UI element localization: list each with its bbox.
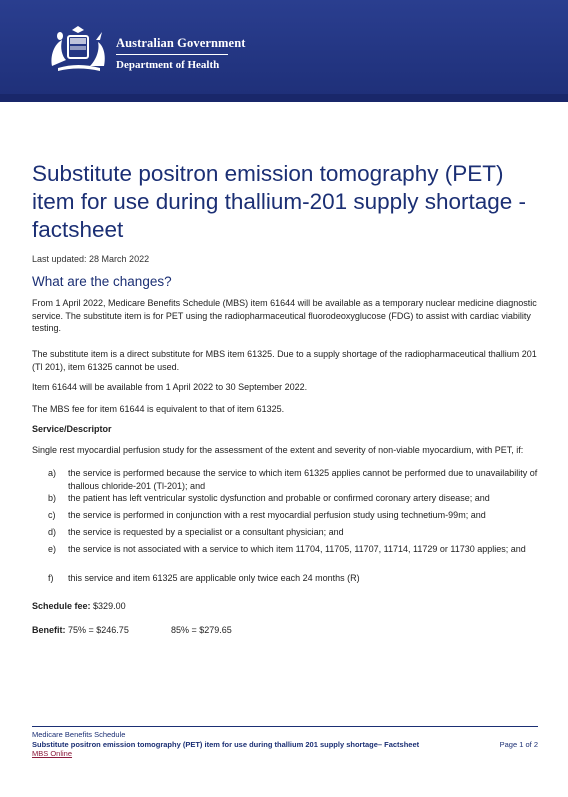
coat-of-arms-icon bbox=[48, 26, 110, 72]
mbs-online-link[interactable]: MBS Online bbox=[32, 749, 73, 758]
benefit bbox=[32, 625, 538, 635]
list-item-label: b) bbox=[48, 493, 57, 503]
list-item-text: the service is performed in conjunction with a rest myocardial perfusion study using technetium-99m; and bbox=[68, 510, 486, 520]
list-item bbox=[48, 467, 538, 492]
department-name: Department of Health bbox=[116, 59, 220, 71]
header-banner bbox=[0, 0, 568, 102]
list-item-label: e) bbox=[48, 544, 57, 554]
list-item-text: the service is requested by a specialist or a consultant physician; and bbox=[68, 527, 344, 537]
section-heading: What are the changes? bbox=[32, 274, 172, 289]
descriptor-intro: Single rest myocardial perfusion study for the assessment of the extent and severity of non-viable myocardium, with PET, if: bbox=[32, 445, 524, 455]
list-item-label: d) bbox=[48, 527, 57, 537]
schedule-fee-label: Schedule fee: bbox=[32, 601, 91, 611]
schedule-fee bbox=[32, 601, 126, 611]
footer-schedule-name: Medicare Benefits Schedule bbox=[32, 730, 126, 739]
list-item bbox=[48, 526, 538, 543]
government-wordmark bbox=[116, 36, 246, 71]
paragraph-substitute: The substitute item is a direct substitute for MBS item 61325. Due to a supply shortage of the radiopharmaceutical thallium 201 (Tl 201), item 61325 cannot be used. bbox=[32, 349, 537, 372]
page-footer bbox=[32, 730, 538, 759]
service-descriptor-heading: Service/Descriptor bbox=[32, 424, 112, 434]
benefit-85: 85% = $279.65 bbox=[171, 625, 232, 635]
paragraph-fee: The MBS fee for item 61644 is equivalent to that of item 61325. bbox=[32, 404, 285, 414]
list-item-text: the service is not associated with a service to which item 11704, 11705, 11707, 11714, 11729 or 11730 applies; and bbox=[68, 544, 526, 554]
conditions-list bbox=[48, 467, 538, 585]
list-item-label: a) bbox=[48, 468, 57, 478]
list-item-text: the service is performed because the service to which item 61325 applies cannot be performed due to unavailability of thallous chloride-201 (Tl-201); and bbox=[68, 468, 538, 491]
page-number: Page 1 of 2 bbox=[499, 739, 538, 749]
schedule-fee-value: $329.00 bbox=[93, 601, 126, 611]
list-item-text: the patient has left ventricular systolic dysfunction and probable or confirmed coronary artery disease; and bbox=[68, 493, 490, 503]
list-item bbox=[48, 509, 538, 526]
paragraph-availability: From 1 April 2022, Medicare Benefits Schedule (MBS) item 61644 will be available as a temporary nuclear medicine diagnostic service. The substitute item is for PET using the radiopharmaceutical fluorodeoxyglucose (FDG) to assist with cardiac viability testing. bbox=[32, 298, 537, 333]
footer-divider bbox=[32, 726, 538, 727]
list-item bbox=[48, 572, 538, 585]
header-stripe bbox=[0, 94, 568, 102]
list-item bbox=[48, 492, 538, 509]
benefit-75: 75% = $246.75 bbox=[68, 625, 129, 635]
footer-doc-title: Substitute positron emission tomography (PET) item for use during thallium 201 supply shortage– Factsheet bbox=[32, 739, 420, 749]
list-item-text: this service and item 61325 are applicable only twice each 24 months (R) bbox=[68, 573, 360, 583]
government-name: Australian Government bbox=[116, 36, 246, 50]
list-item bbox=[48, 543, 538, 572]
list-item-label: c) bbox=[48, 510, 56, 520]
paragraph-dates: Item 61644 will be available from 1 April 2022 to 30 September 2022. bbox=[32, 382, 308, 392]
last-updated: Last updated: 28 March 2022 bbox=[32, 254, 150, 264]
list-item-label: f) bbox=[48, 573, 54, 583]
wordmark-divider bbox=[116, 54, 228, 55]
document-title: Substitute positron emission tomography (PET) item for use during thallium-201 supply shortage - factsheet bbox=[32, 161, 527, 242]
benefit-label: Benefit: bbox=[32, 625, 66, 635]
